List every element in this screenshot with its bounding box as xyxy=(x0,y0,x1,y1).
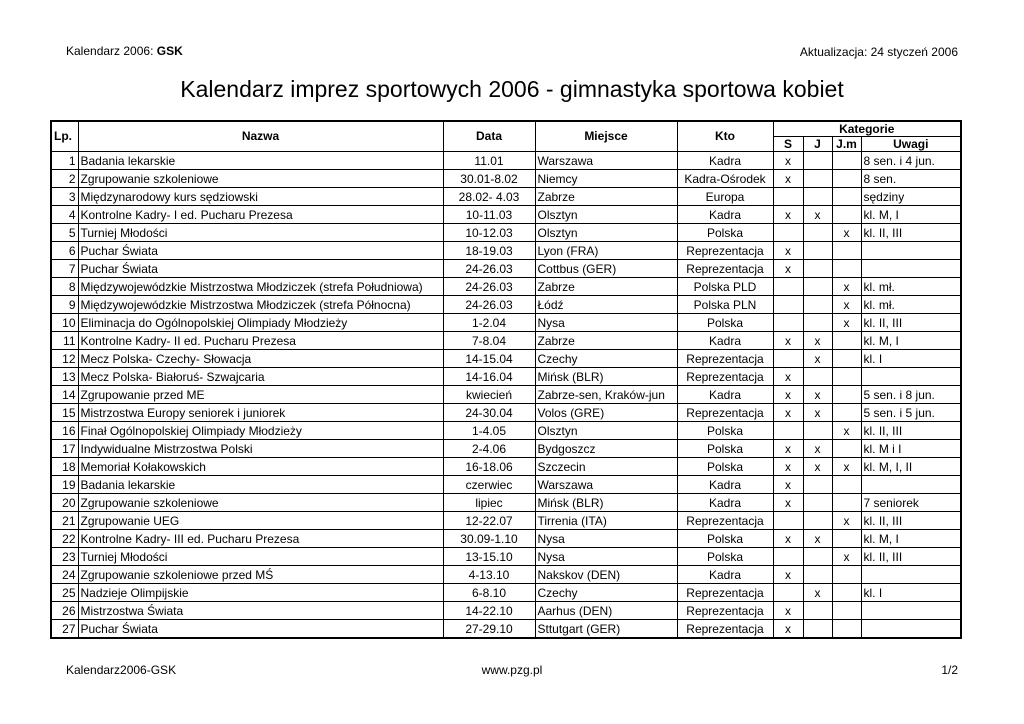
cell-s xyxy=(773,422,803,440)
cell-uwagi: 5 sen. i 5 jun. xyxy=(861,404,961,422)
cell-lp: 18 xyxy=(51,458,78,476)
cell-nazwa: Puchar Świata xyxy=(78,242,443,260)
table-row xyxy=(51,620,961,639)
cell-lp: 25 xyxy=(51,584,78,602)
col-header-jm: J.m xyxy=(832,137,861,152)
cell-kto: Polska xyxy=(677,458,773,476)
cell-s xyxy=(773,296,803,314)
cell-kto: Kadra xyxy=(677,566,773,584)
cell-data: lipiec xyxy=(443,494,535,512)
cell-s: x xyxy=(773,152,803,170)
cell-miejsce: Sttutgart (GER) xyxy=(535,620,677,639)
cell-nazwa: Mecz Polska- Białoruś- Szwajcaria xyxy=(78,368,443,386)
cell-data: 4-13.10 xyxy=(443,566,535,584)
cell-jm xyxy=(832,404,861,422)
cell-j: x xyxy=(803,386,832,404)
cell-uwagi: kl. M, I xyxy=(861,332,961,350)
cell-data: 1-2.04 xyxy=(443,314,535,332)
cell-kto: Reprezentacja xyxy=(677,368,773,386)
table-row xyxy=(51,206,961,224)
cell-nazwa: Badania lekarskie xyxy=(78,152,443,170)
cell-miejsce: Cottbus (GER) xyxy=(535,260,677,278)
cell-jm xyxy=(832,206,861,224)
cell-s: x xyxy=(773,332,803,350)
cell-uwagi xyxy=(861,602,961,620)
cell-kto: Kadra xyxy=(677,476,773,494)
cell-data: 27-29.10 xyxy=(443,620,535,639)
cell-j xyxy=(803,602,832,620)
cell-lp: 1 xyxy=(51,152,78,170)
cell-j: x xyxy=(803,332,832,350)
cell-uwagi: kl. M, I xyxy=(861,530,961,548)
cell-data: czerwiec xyxy=(443,476,535,494)
cell-nazwa: Zgrupowanie szkoleniowe xyxy=(78,170,443,188)
cell-uwagi xyxy=(861,242,961,260)
cell-j xyxy=(803,422,832,440)
cell-data: 24-26.03 xyxy=(443,296,535,314)
cell-j xyxy=(803,314,832,332)
cell-jm xyxy=(832,584,861,602)
table-row xyxy=(51,602,961,620)
cell-lp: 24 xyxy=(51,566,78,584)
cell-j xyxy=(803,242,832,260)
cell-lp: 11 xyxy=(51,332,78,350)
table-row xyxy=(51,368,961,386)
cell-kto: Kadra xyxy=(677,386,773,404)
cell-data: 10-11.03 xyxy=(443,206,535,224)
cell-j xyxy=(803,548,832,566)
cell-s: x xyxy=(773,620,803,639)
cell-kto: Kadra xyxy=(677,494,773,512)
cell-kto: Reprezentacja xyxy=(677,602,773,620)
cell-miejsce: Tirrenia (ITA) xyxy=(535,512,677,530)
cell-uwagi: kl. M, I, II xyxy=(861,458,961,476)
cell-data: 30.09-1.10 xyxy=(443,530,535,548)
cell-jm: x xyxy=(832,278,861,296)
cell-lp: 7 xyxy=(51,260,78,278)
cell-lp: 12 xyxy=(51,350,78,368)
cell-jm: x xyxy=(832,422,861,440)
cell-data: 18-19.03 xyxy=(443,242,535,260)
table-row xyxy=(51,278,961,296)
table-row xyxy=(51,566,961,584)
cell-uwagi: kl. II, III xyxy=(861,224,961,242)
cell-s: x xyxy=(773,476,803,494)
col-header-kto: Kto xyxy=(677,121,773,152)
cell-uwagi: kl. II, III xyxy=(861,548,961,566)
cell-miejsce: Szczecin xyxy=(535,458,677,476)
cell-jm xyxy=(832,602,861,620)
cell-j xyxy=(803,296,832,314)
table-row xyxy=(51,584,961,602)
table-row xyxy=(51,152,961,170)
cell-miejsce: Zabrze-sen, Kraków-jun xyxy=(535,386,677,404)
cell-data: 24-26.03 xyxy=(443,278,535,296)
cell-uwagi xyxy=(861,476,961,494)
header-document-id xyxy=(66,44,183,58)
cell-nazwa: Memoriał Kołakowskich xyxy=(78,458,443,476)
cell-nazwa: Mistrzostwa Świata xyxy=(78,602,443,620)
cell-j xyxy=(803,566,832,584)
cell-jm xyxy=(832,350,861,368)
cell-nazwa: Mistrzostwa Europy seniorek i juniorek xyxy=(78,404,443,422)
cell-miejsce: Czechy xyxy=(535,584,677,602)
cell-j: x xyxy=(803,530,832,548)
footer-page-number: 1/2 xyxy=(941,663,958,677)
cell-data: 6-8.10 xyxy=(443,584,535,602)
cell-uwagi: kl. II, III xyxy=(861,422,961,440)
cell-data: 7-8.04 xyxy=(443,332,535,350)
cell-nazwa: Puchar Świata xyxy=(78,620,443,639)
cell-uwagi: kl. II, III xyxy=(861,314,961,332)
cell-lp: 16 xyxy=(51,422,78,440)
cell-nazwa: Eliminacja do Ogólnopolskiej Olimpiady Młodzieży xyxy=(78,314,443,332)
cell-data: 10-12.03 xyxy=(443,224,535,242)
cell-j: x xyxy=(803,404,832,422)
cell-s: x xyxy=(773,440,803,458)
cell-lp: 26 xyxy=(51,602,78,620)
cell-j: x xyxy=(803,350,832,368)
cell-jm: x xyxy=(832,314,861,332)
cell-j: x xyxy=(803,584,832,602)
cell-lp: 17 xyxy=(51,440,78,458)
cell-kto: Kadra xyxy=(677,152,773,170)
cell-jm xyxy=(832,530,861,548)
cell-miejsce: Bydgoszcz xyxy=(535,440,677,458)
cell-j xyxy=(803,170,832,188)
cell-nazwa: Zgrupowanie szkoleniowe xyxy=(78,494,443,512)
cell-nazwa: Puchar Świata xyxy=(78,260,443,278)
cell-kto: Kadra-Ośrodek xyxy=(677,170,773,188)
header-discipline-code: GSK xyxy=(156,44,183,58)
cell-uwagi: kl. mł. xyxy=(861,278,961,296)
cell-kto: Polska xyxy=(677,440,773,458)
cell-uwagi: 8 sen. xyxy=(861,170,961,188)
table-row xyxy=(51,404,961,422)
cell-miejsce: Nakskov (DEN) xyxy=(535,566,677,584)
cell-s xyxy=(773,512,803,530)
cell-lp: 6 xyxy=(51,242,78,260)
cell-jm xyxy=(832,386,861,404)
table-row xyxy=(51,314,961,332)
cell-miejsce: Mińsk (BLR) xyxy=(535,368,677,386)
cell-j xyxy=(803,152,832,170)
cell-kto: Reprezentacja xyxy=(677,260,773,278)
cell-j xyxy=(803,620,832,639)
cell-jm xyxy=(832,494,861,512)
cell-s: x xyxy=(773,494,803,512)
table-row xyxy=(51,530,961,548)
cell-uwagi: kl. II, III xyxy=(861,512,961,530)
cell-jm: x xyxy=(832,458,861,476)
cell-jm xyxy=(832,152,861,170)
table-row xyxy=(51,296,961,314)
cell-uwagi: 5 sen. i 8 jun. xyxy=(861,386,961,404)
cell-miejsce: Czechy xyxy=(535,350,677,368)
cell-uwagi: kl. I xyxy=(861,350,961,368)
cell-j xyxy=(803,494,832,512)
table-row xyxy=(51,494,961,512)
cell-uwagi: 7 seniorek xyxy=(861,494,961,512)
header-label: Kalendarz 2006: xyxy=(66,44,154,58)
cell-kto: Polska xyxy=(677,314,773,332)
cell-lp: 21 xyxy=(51,512,78,530)
cell-s: x xyxy=(773,170,803,188)
cell-miejsce: Lyon (FRA) xyxy=(535,242,677,260)
cell-jm: x xyxy=(832,296,861,314)
calendar-table xyxy=(50,120,962,639)
table-row xyxy=(51,458,961,476)
cell-miejsce: Zabrze xyxy=(535,188,677,206)
cell-data: 1-4.05 xyxy=(443,422,535,440)
cell-s xyxy=(773,314,803,332)
table-row xyxy=(51,332,961,350)
table-row xyxy=(51,476,961,494)
cell-nazwa: Indywidualne Mistrzostwa Polski xyxy=(78,440,443,458)
table-row xyxy=(51,422,961,440)
cell-lp: 8 xyxy=(51,278,78,296)
cell-miejsce: Olsztyn xyxy=(535,206,677,224)
cell-kto: Polska PLD xyxy=(677,278,773,296)
col-header-kategorie: Kategorie xyxy=(773,121,961,137)
cell-lp: 13 xyxy=(51,368,78,386)
cell-s: x xyxy=(773,242,803,260)
cell-miejsce: Zabrze xyxy=(535,332,677,350)
cell-j xyxy=(803,278,832,296)
cell-miejsce: Warszawa xyxy=(535,476,677,494)
table-row xyxy=(51,260,961,278)
cell-jm xyxy=(832,170,861,188)
cell-kto: Europa xyxy=(677,188,773,206)
table-body xyxy=(51,152,961,639)
cell-nazwa: Kontrolne Kadry- III ed. Pucharu Prezesa xyxy=(78,530,443,548)
cell-miejsce: Olsztyn xyxy=(535,422,677,440)
table-row xyxy=(51,386,961,404)
col-header-miejsce: Miejsce xyxy=(535,121,677,152)
col-header-s: S xyxy=(773,137,803,152)
cell-s xyxy=(773,548,803,566)
cell-nazwa: Turniej Młodości xyxy=(78,548,443,566)
cell-lp: 15 xyxy=(51,404,78,422)
cell-lp: 22 xyxy=(51,530,78,548)
cell-miejsce: Łódź xyxy=(535,296,677,314)
cell-uwagi xyxy=(861,260,961,278)
header-update-date: Aktualizacja: 24 styczeń 2006 xyxy=(799,45,958,59)
cell-nazwa: Finał Ogólnopolskiej Olimpiady Młodzieży xyxy=(78,422,443,440)
cell-jm xyxy=(832,620,861,639)
cell-lp: 3 xyxy=(51,188,78,206)
cell-kto: Kadra xyxy=(677,206,773,224)
cell-miejsce: Nysa xyxy=(535,548,677,566)
cell-s: x xyxy=(773,386,803,404)
cell-jm xyxy=(832,332,861,350)
table-row xyxy=(51,188,961,206)
cell-kto: Polska xyxy=(677,548,773,566)
cell-jm: x xyxy=(832,548,861,566)
cell-j: x xyxy=(803,440,832,458)
cell-uwagi xyxy=(861,368,961,386)
cell-data: 24-30.04 xyxy=(443,404,535,422)
cell-lp: 4 xyxy=(51,206,78,224)
cell-data: 14-15.04 xyxy=(443,350,535,368)
cell-uwagi: kl. M, I xyxy=(861,206,961,224)
cell-miejsce: Aarhus (DEN) xyxy=(535,602,677,620)
cell-lp: 27 xyxy=(51,620,78,639)
cell-lp: 2 xyxy=(51,170,78,188)
cell-s xyxy=(773,188,803,206)
cell-lp: 5 xyxy=(51,224,78,242)
cell-j: x xyxy=(803,206,832,224)
cell-kto: Kadra xyxy=(677,332,773,350)
cell-kto: Polska PLN xyxy=(677,296,773,314)
cell-nazwa: Mecz Polska- Czechy- Słowacja xyxy=(78,350,443,368)
cell-s xyxy=(773,584,803,602)
cell-miejsce: Olsztyn xyxy=(535,224,677,242)
cell-jm xyxy=(832,242,861,260)
cell-nazwa: Kontrolne Kadry- II ed. Pucharu Prezesa xyxy=(78,332,443,350)
cell-uwagi: kl. I xyxy=(861,584,961,602)
cell-uwagi xyxy=(861,620,961,639)
cell-jm xyxy=(832,260,861,278)
cell-miejsce: Zabrze xyxy=(535,278,677,296)
cell-nazwa: Kontrolne Kadry- I ed. Pucharu Prezesa xyxy=(78,206,443,224)
cell-s: x xyxy=(773,206,803,224)
cell-data: 14-22.10 xyxy=(443,602,535,620)
cell-jm xyxy=(832,476,861,494)
cell-uwagi: sędziny xyxy=(861,188,961,206)
cell-j xyxy=(803,476,832,494)
cell-j xyxy=(803,224,832,242)
cell-nazwa: Zgrupowanie UEG xyxy=(78,512,443,530)
cell-data: 24-26.03 xyxy=(443,260,535,278)
cell-j xyxy=(803,260,832,278)
cell-uwagi: kl. mł. xyxy=(861,296,961,314)
cell-uwagi xyxy=(861,566,961,584)
table-row xyxy=(51,242,961,260)
cell-s: x xyxy=(773,566,803,584)
table-row xyxy=(51,350,961,368)
cell-nazwa: Zgrupowanie przed ME xyxy=(78,386,443,404)
cell-s: x xyxy=(773,458,803,476)
cell-nazwa: Międzywojewódzkie Mistrzostwa Młodziczek (strefa Północna) xyxy=(78,296,443,314)
cell-lp: 10 xyxy=(51,314,78,332)
cell-j xyxy=(803,368,832,386)
cell-jm: x xyxy=(832,224,861,242)
cell-nazwa: Międzynarodowy kurs sędziowski xyxy=(78,188,443,206)
cell-kto: Reprezentacja xyxy=(677,512,773,530)
cell-miejsce: Niemcy xyxy=(535,170,677,188)
col-header-uwagi: Uwagi xyxy=(861,137,961,152)
cell-data: 12-22.07 xyxy=(443,512,535,530)
cell-j xyxy=(803,188,832,206)
cell-lp: 23 xyxy=(51,548,78,566)
cell-kto: Reprezentacja xyxy=(677,242,773,260)
cell-s xyxy=(773,278,803,296)
cell-kto: Polska xyxy=(677,530,773,548)
cell-data: 13-15.10 xyxy=(443,548,535,566)
cell-miejsce: Mińsk (BLR) xyxy=(535,494,677,512)
col-header-data: Data xyxy=(443,121,535,152)
cell-kto: Polska xyxy=(677,422,773,440)
cell-uwagi: kl. M i I xyxy=(861,440,961,458)
cell-lp: 20 xyxy=(51,494,78,512)
cell-j xyxy=(803,512,832,530)
table-row xyxy=(51,440,961,458)
col-header-lp: Lp. xyxy=(51,121,78,152)
cell-j: x xyxy=(803,458,832,476)
cell-data: 16-18.06 xyxy=(443,458,535,476)
table-row xyxy=(51,512,961,530)
cell-jm xyxy=(832,440,861,458)
cell-jm: x xyxy=(832,512,861,530)
cell-data: 11.01 xyxy=(443,152,535,170)
cell-s: x xyxy=(773,368,803,386)
cell-kto: Reprezentacja xyxy=(677,620,773,639)
page-title: Kalendarz imprez sportowych 2006 - gimnastyka sportowa kobiet xyxy=(180,76,844,102)
cell-data: 28.02- 4.03 xyxy=(443,188,535,206)
cell-miejsce: Nysa xyxy=(535,530,677,548)
cell-data: 2-4.06 xyxy=(443,440,535,458)
cell-lp: 14 xyxy=(51,386,78,404)
cell-lp: 9 xyxy=(51,296,78,314)
cell-kto: Reprezentacja xyxy=(677,404,773,422)
cell-miejsce: Nysa xyxy=(535,314,677,332)
table-header-row xyxy=(51,121,961,137)
cell-s xyxy=(773,224,803,242)
cell-data: 30.01-8.02 xyxy=(443,170,535,188)
col-header-nazwa: Nazwa xyxy=(78,121,443,152)
cell-uwagi: 8 sen. i 4 jun. xyxy=(861,152,961,170)
col-header-j: J xyxy=(803,137,832,152)
cell-nazwa: Turniej Młodości xyxy=(78,224,443,242)
cell-jm xyxy=(832,368,861,386)
cell-lp: 19 xyxy=(51,476,78,494)
cell-nazwa: Zgrupowanie szkoleniowe przed MŚ xyxy=(78,566,443,584)
cell-kto: Reprezentacja xyxy=(677,350,773,368)
cell-kto: Polska xyxy=(677,224,773,242)
cell-nazwa: Międzywojewódzkie Mistrzostwa Młodziczek (strefa Południowa) xyxy=(78,278,443,296)
cell-data: kwiecień xyxy=(443,386,535,404)
cell-s: x xyxy=(773,602,803,620)
cell-miejsce: Warszawa xyxy=(535,152,677,170)
cell-nazwa: Badania lekarskie xyxy=(78,476,443,494)
cell-miejsce: Volos (GRE) xyxy=(535,404,677,422)
cell-jm xyxy=(832,566,861,584)
cell-nazwa: Nadzieje Olimpijskie xyxy=(78,584,443,602)
cell-s: x xyxy=(773,530,803,548)
table-row xyxy=(51,170,961,188)
cell-s: x xyxy=(773,404,803,422)
cell-kto: Reprezentacja xyxy=(677,584,773,602)
cell-s: x xyxy=(773,260,803,278)
cell-jm xyxy=(832,188,861,206)
footer-document-name: Kalendarz2006-GSK xyxy=(66,663,177,677)
table-row xyxy=(51,548,961,566)
footer-website: www.pzg.pl xyxy=(481,663,543,677)
cell-s xyxy=(773,350,803,368)
table-row xyxy=(51,224,961,242)
cell-data: 14-16.04 xyxy=(443,368,535,386)
